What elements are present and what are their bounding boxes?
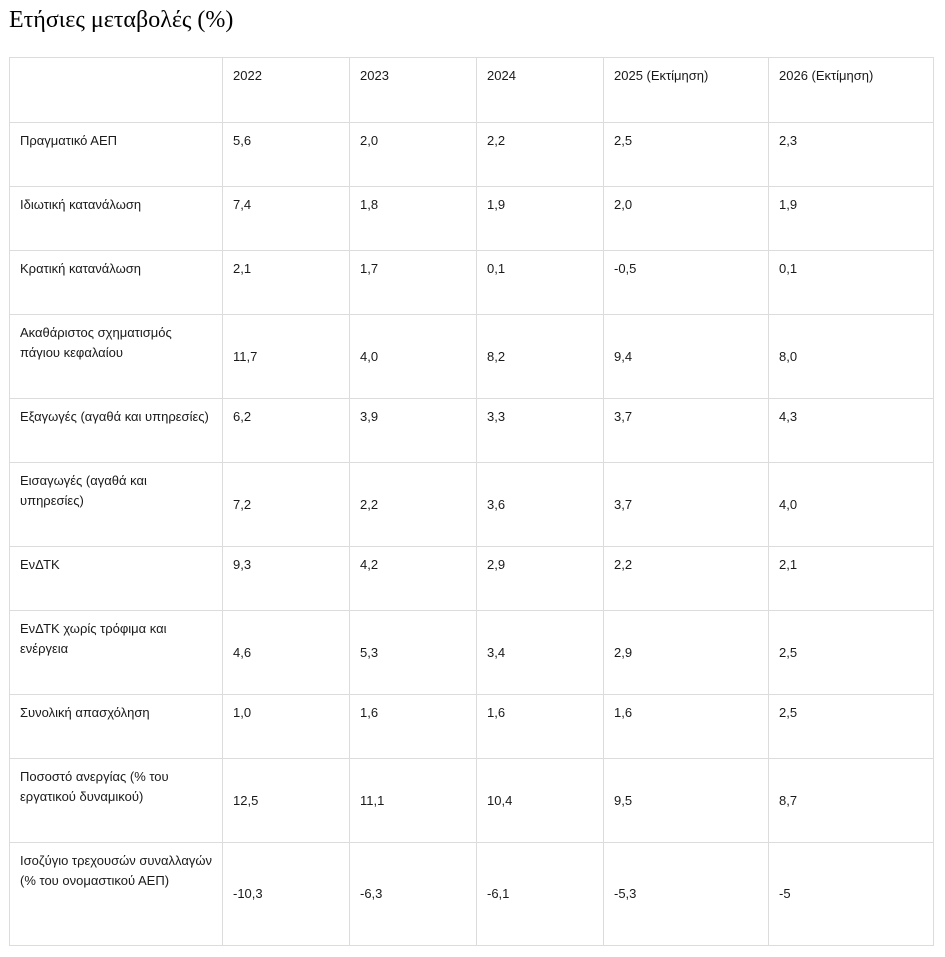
table-cell: 0,1 xyxy=(769,251,934,315)
table-cell: 3,3 xyxy=(477,399,604,463)
table-cell: 1,0 xyxy=(223,695,350,759)
table-cell: 1,6 xyxy=(350,695,477,759)
annual-changes-table xyxy=(9,57,934,946)
table-cell: 2,9 xyxy=(604,611,769,695)
table-cell: 4,0 xyxy=(769,463,934,547)
table-cell: 3,7 xyxy=(604,463,769,547)
row-label: ΕνΔΤΚ χωρίς τρόφιμα και ενέργεια xyxy=(10,611,223,695)
table-row xyxy=(10,251,934,315)
table-cell: 2,5 xyxy=(769,695,934,759)
header-cell-2026: 2026 (Εκτίμηση) xyxy=(769,58,934,123)
table-row xyxy=(10,123,934,187)
table-cell: 8,7 xyxy=(769,759,934,843)
table-cell: 7,4 xyxy=(223,187,350,251)
header-cell-empty xyxy=(10,58,223,123)
table-cell: 3,4 xyxy=(477,611,604,695)
row-label: Ιδιωτική κατανάλωση xyxy=(10,187,223,251)
table-cell: 1,6 xyxy=(477,695,604,759)
table-cell: 3,9 xyxy=(350,399,477,463)
table-row xyxy=(10,187,934,251)
table-cell: 4,2 xyxy=(350,547,477,611)
table-cell: 2,5 xyxy=(604,123,769,187)
header-cell-2023: 2023 xyxy=(350,58,477,123)
table-row xyxy=(10,547,934,611)
header-cell-2024: 2024 xyxy=(477,58,604,123)
table-cell: 9,5 xyxy=(604,759,769,843)
row-label: Ακαθάριστος σχηματισμός πάγιου κεφαλαίου xyxy=(10,315,223,399)
table-cell: -6,1 xyxy=(477,843,604,946)
table-cell: 4,3 xyxy=(769,399,934,463)
table-cell: -5 xyxy=(769,843,934,946)
table-cell: 7,2 xyxy=(223,463,350,547)
row-label: Ποσοστό ανεργίας (% του εργατικού δυναμικού) xyxy=(10,759,223,843)
table-cell: 2,9 xyxy=(477,547,604,611)
table-cell: 1,8 xyxy=(350,187,477,251)
table-cell: 11,7 xyxy=(223,315,350,399)
table-cell: 10,4 xyxy=(477,759,604,843)
row-label: Εισαγωγές (αγαθά και υπηρεσίες) xyxy=(10,463,223,547)
table-cell: 12,5 xyxy=(223,759,350,843)
table-cell: 1,7 xyxy=(350,251,477,315)
row-label: Εξαγωγές (αγαθά και υπηρεσίες) xyxy=(10,399,223,463)
table-cell: 2,2 xyxy=(477,123,604,187)
table-cell: 3,6 xyxy=(477,463,604,547)
table-header-row xyxy=(10,58,934,123)
table-cell: 0,1 xyxy=(477,251,604,315)
table-cell: -6,3 xyxy=(350,843,477,946)
table-cell: -0,5 xyxy=(604,251,769,315)
table-row xyxy=(10,695,934,759)
row-label: Κρατική κατανάλωση xyxy=(10,251,223,315)
table-row xyxy=(10,611,934,695)
table-cell: 9,4 xyxy=(604,315,769,399)
table-cell: 2,2 xyxy=(604,547,769,611)
table-cell: 6,2 xyxy=(223,399,350,463)
table-cell: 9,3 xyxy=(223,547,350,611)
table-cell: 2,1 xyxy=(223,251,350,315)
table-cell: 8,0 xyxy=(769,315,934,399)
table-row xyxy=(10,315,934,399)
page-title: Ετήσιες μεταβολές (%) xyxy=(9,7,234,33)
table-cell: 4,6 xyxy=(223,611,350,695)
table-cell: 2,3 xyxy=(769,123,934,187)
table-row xyxy=(10,843,934,946)
table-cell: 1,9 xyxy=(477,187,604,251)
table-cell: 5,3 xyxy=(350,611,477,695)
table-cell: 11,1 xyxy=(350,759,477,843)
table-cell: 2,0 xyxy=(350,123,477,187)
table-cell: 1,9 xyxy=(769,187,934,251)
table-row xyxy=(10,759,934,843)
table-cell: 2,1 xyxy=(769,547,934,611)
table-cell: -5,3 xyxy=(604,843,769,946)
row-label: ΕνΔΤΚ xyxy=(10,547,223,611)
header-cell-2025: 2025 (Εκτίμηση) xyxy=(604,58,769,123)
header-cell-2022: 2022 xyxy=(223,58,350,123)
table-row xyxy=(10,463,934,547)
table-cell: 3,7 xyxy=(604,399,769,463)
table-cell: 5,6 xyxy=(223,123,350,187)
table-row xyxy=(10,399,934,463)
table-cell: 2,0 xyxy=(604,187,769,251)
row-label: Συνολική απασχόληση xyxy=(10,695,223,759)
table-cell: 1,6 xyxy=(604,695,769,759)
table-cell: -10,3 xyxy=(223,843,350,946)
table-cell: 2,2 xyxy=(350,463,477,547)
table-cell: 4,0 xyxy=(350,315,477,399)
row-label: Πραγματικό ΑΕΠ xyxy=(10,123,223,187)
table-cell: 2,5 xyxy=(769,611,934,695)
table-cell: 8,2 xyxy=(477,315,604,399)
row-label: Ισοζύγιο τρεχουσών συναλλαγών (% του ονομαστικού ΑΕΠ) xyxy=(10,843,223,946)
